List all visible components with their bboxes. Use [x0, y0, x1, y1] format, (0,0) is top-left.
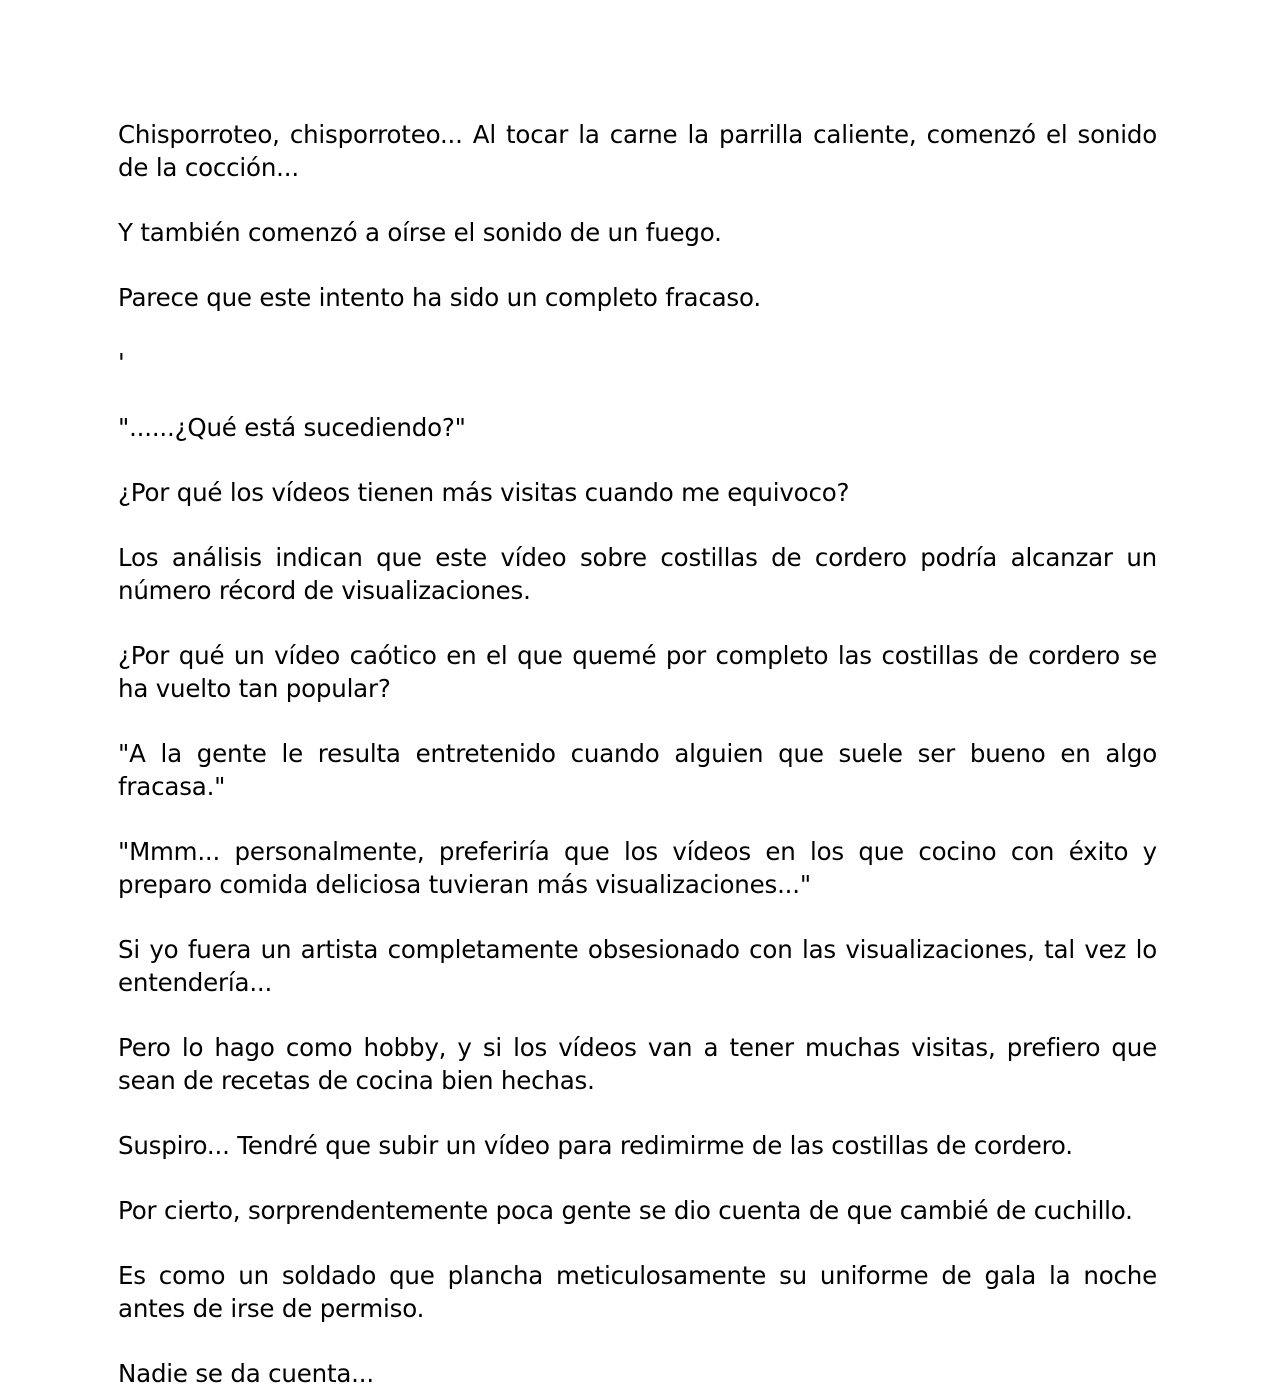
paragraph-3: Parece que este intento ha sido un completo fracaso.	[118, 283, 761, 312]
paragraph-gap	[118, 509, 1157, 541]
paragraph-5: ¿Por qué los vídeos tienen más visitas cuando me equivoco?	[118, 478, 850, 507]
stray-mark: '	[118, 348, 125, 377]
paragraph-gap	[118, 379, 1157, 411]
paragraph-gap	[118, 314, 1157, 346]
document-body	[118, 118, 1157, 1390]
paragraph-2: Y también comenzó a oírse el sonido de un fuego.	[118, 218, 722, 247]
paragraph-gap	[118, 803, 1157, 835]
paragraph-7: ¿Por qué un vídeo caótico en el que quemé por completo las costillas de cordero se ha vuelto tan popular?	[118, 641, 1157, 703]
paragraph-gap	[118, 249, 1157, 281]
paragraph-dialogue-2: "A la gente le resulta entretenido cuando alguien que suele ser bueno en algo fracasa."	[118, 739, 1157, 801]
paragraph-dialogue-1: "......¿Qué está sucediendo?"	[118, 413, 466, 442]
paragraph-gap	[118, 901, 1157, 933]
paragraph-15: Nadie se da cuenta...	[118, 1359, 374, 1388]
paragraph-14: Es como un soldado que plancha meticulosamente su uniforme de gala la noche antes de irse de permiso.	[118, 1261, 1157, 1323]
paragraph-gap	[118, 1227, 1157, 1259]
paragraph-11: Pero lo hago como hobby, y si los vídeos van a tener muchas visitas, prefiero que sean de recetas de cocina bien hechas.	[118, 1033, 1157, 1095]
paragraph-gap	[118, 1162, 1157, 1194]
paragraph-gap	[118, 607, 1157, 639]
paragraph-12: Suspiro... Tendré que subir un vídeo para redimirme de las costillas de cordero.	[118, 1131, 1073, 1160]
paragraph-gap	[118, 705, 1157, 737]
paragraph-gap	[118, 1097, 1157, 1129]
paragraph-gap	[118, 1325, 1157, 1357]
paragraph-gap	[118, 999, 1157, 1031]
paragraph-gap	[118, 184, 1157, 216]
paragraph-dialogue-3: "Mmm... personalmente, preferiría que los vídeos en los que cocino con éxito y preparo comida deliciosa tuvieran más visualizaciones..."	[118, 837, 1157, 899]
paragraph-1: Chisporroteo, chisporroteo... Al tocar la carne la parrilla caliente, comenzó el sonido de la cocción...	[118, 120, 1157, 182]
paragraph-13: Por cierto, sorprendentemente poca gente se dio cuenta de que cambié de cuchillo.	[118, 1196, 1133, 1225]
paragraph-gap	[118, 444, 1157, 476]
paragraph-6: Los análisis indican que este vídeo sobre costillas de cordero podría alcanzar un número récord de visualizaciones.	[118, 543, 1157, 605]
paragraph-10: Si yo fuera un artista completamente obsesionado con las visualizaciones, tal vez lo entendería...	[118, 935, 1157, 997]
